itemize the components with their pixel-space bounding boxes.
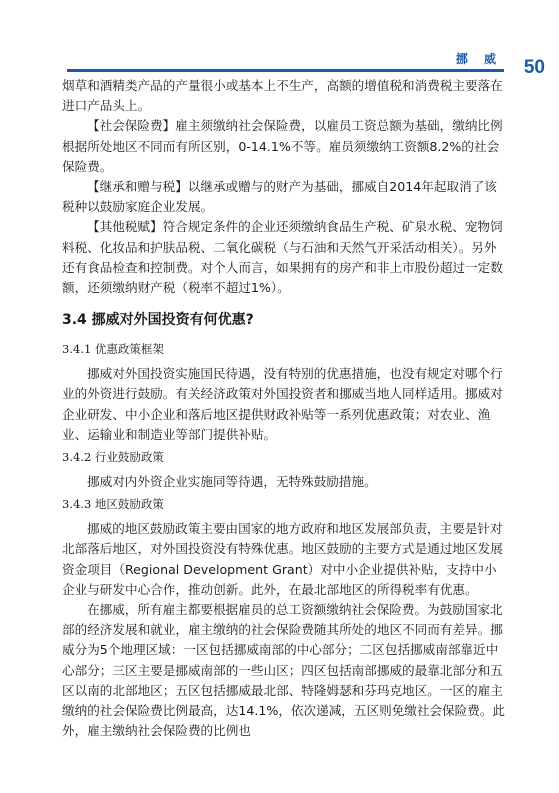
subsection-heading-regional: 3.4.3 地区鼓励政策 bbox=[62, 497, 164, 512]
section-heading: 3.4 挪威对外国投资有何优惠? bbox=[62, 312, 254, 329]
paragraph-industry: 挪威对内外资企业实施同等待遇，无特殊鼓励措施。 bbox=[87, 474, 377, 490]
page-header bbox=[0, 0, 559, 80]
page-content bbox=[62, 76, 505, 741]
paragraph-framework: 挪威对外国投资实施国民待遇，没有特别的优惠措施，也没有规定对哪个行业的外资进行鼓励。有关经济政策对外国投资者和挪威当地人同样适用。挪威对企业研发、中小企业和落后地区提供财政补贴等一系列优惠政策；对农业、渔业、运输业和制造业等部门提供补贴。 bbox=[62, 366, 503, 442]
header-rule bbox=[67, 69, 504, 72]
paragraph-regional-1: 挪威的地区鼓励政策主要由国家的地方政府和地区发展部负责，主要是针对北部落后地区，对外国投资没有特殊优惠。地区鼓励的主要方式是通过地区发展资金项目（Regional Development Grant）对中小企业提供补贴，支持中小企业与研发中心合作，推动创新。此外，在最北部地区的所得税率有优惠。 bbox=[62, 521, 503, 597]
paragraph-inheritance-tax: 【继承和赠与税】以继承或赠与的财产为基础，挪威自2014年起取消了该税种以鼓励家庭企业发展。 bbox=[62, 179, 497, 215]
paragraph-import-tax: 烟草和酒精类产品的产量很小或基本上不生产，高额的增值税和消费税主要落在进口产品头上。 bbox=[62, 78, 503, 114]
header-title: 挪 威 bbox=[455, 52, 502, 66]
page-number: 50 bbox=[523, 57, 545, 78]
paragraph-social-insurance: 【社会保险费】雇主须缴纳社会保险费，以雇员工资总额为基础，缴纳比例根据所处地区不同而有所区别，0-14.1%不等。雇员须缴纳工资额8.2%的社会保险费。 bbox=[62, 118, 503, 174]
subsection-heading-framework: 3.4.1 优惠政策框架 bbox=[62, 342, 164, 357]
subsection-heading-industry: 3.4.2 行业鼓励政策 bbox=[62, 450, 164, 465]
paragraph-other-taxes: 【其他税赋】符合规定条件的企业还须缴纳食品生产税、矿泉水税、宠物饲料税、化妆品和护肤品税、二氧化碳税（与石油和天然气开采活动相关）。另外还有食品检查和控制费。对个人而言，如果拥有的房产和非上市股份超过一定数额，还须缴纳财产税（税率不超过1%）。 bbox=[62, 219, 503, 296]
paragraph-regional-2: 在挪威，所有雇主都要根据雇员的总工资额缴纳社会保险费。为鼓励国家北部的经济发展和就业，雇主缴纳的社会保险费随其所处的地区不同而有差异。挪威分为5个地理区域：一区包括挪威南部的中心部分；二区包括挪威南部靠近中心部分；三区主要是挪威南部的一些山区；四区包括南部挪威的最靠北部分和五区以南的北部地区；五区包括挪威最北部、特隆姆瑟和芬玛克地区。一区的雇主缴纳的社会保险费比例最高，达14.1%，依次递减，五区则免缴社会保险费。此外，雇主缴纳社会保险费的比例也 bbox=[62, 602, 506, 739]
